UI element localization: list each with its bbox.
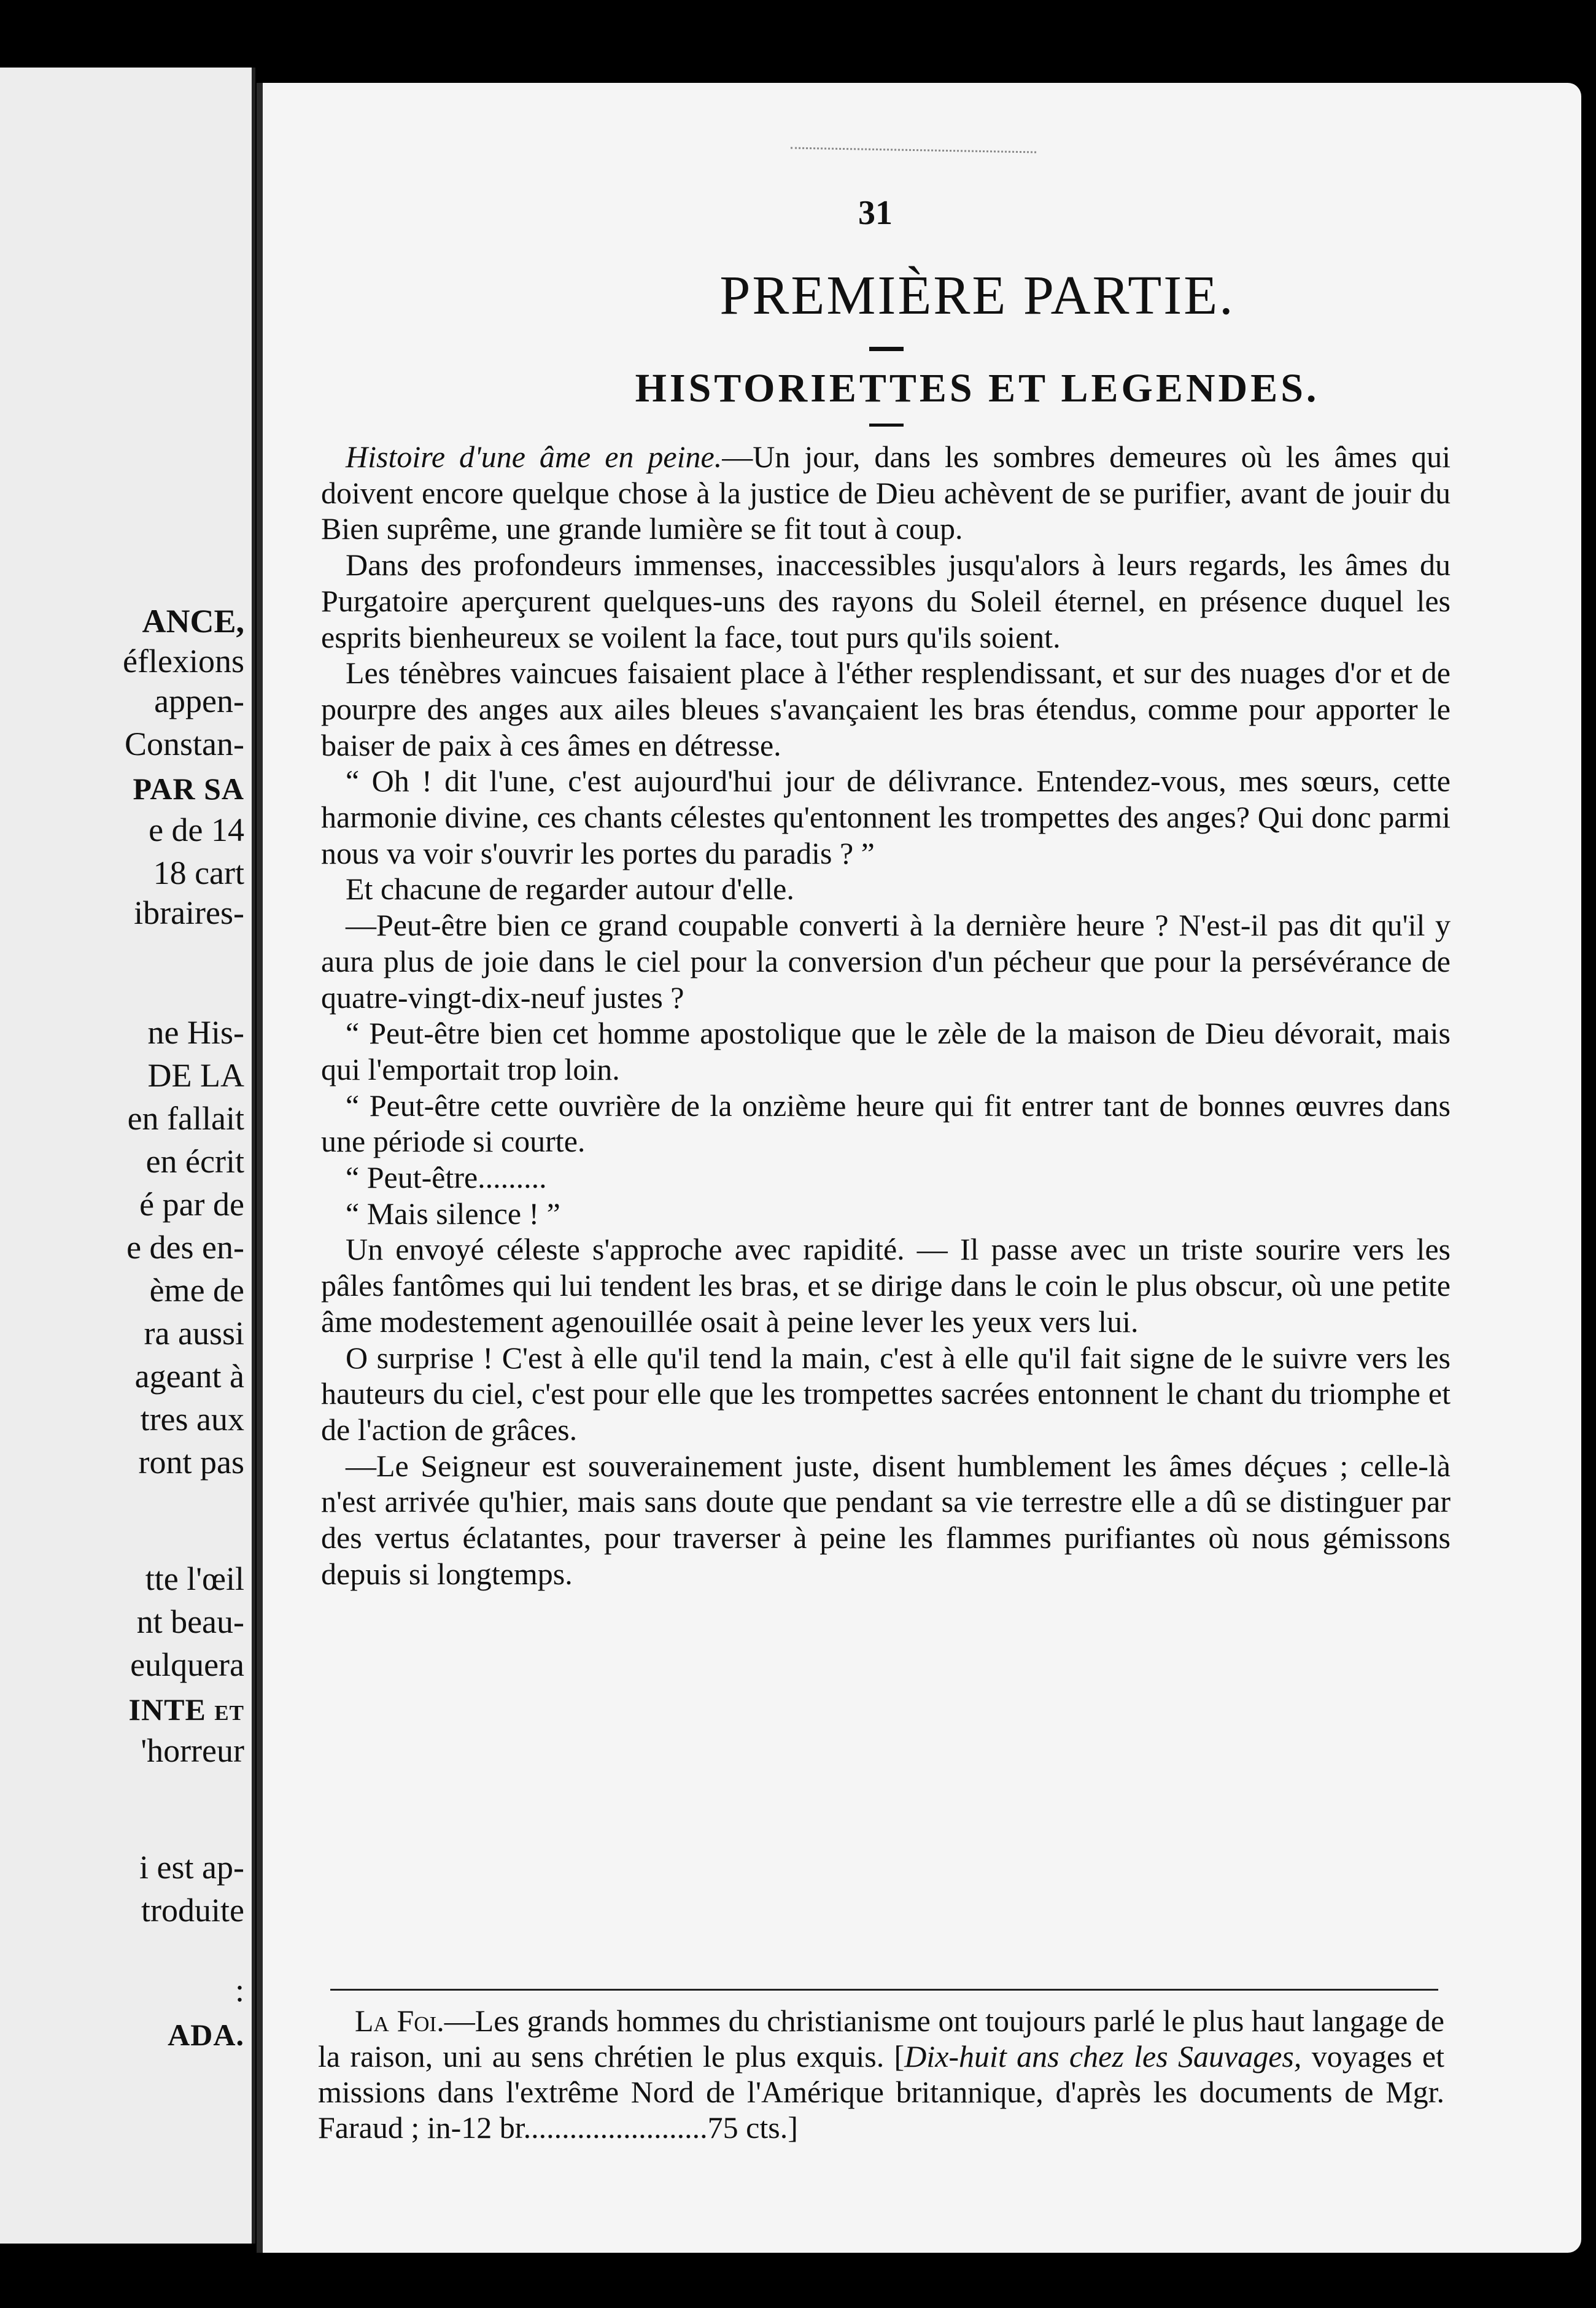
paragraph: Les ténèbres vaincues faisaient place à l'éther resplendissant, et sur des nuages d'or et de pourpre des anges aux ailes bleues s'avançaient les bras étendus, comme pour apporter le baiser de paix à ces âmes en détresse. [321, 656, 1451, 762]
left-page-line: DE LA [147, 1057, 244, 1094]
left-page-line: ème de [149, 1272, 244, 1309]
left-page-line: PAR SA [133, 772, 244, 806]
lead-paragraph-text: —Un jour, dans les sombres demeures où les âmes qui doivent encore quelque chose à la justice de Dieu achèvent de se purifier, avant de jouir du Bien suprême, une grande lumière se fit tout à coup. [321, 440, 1451, 546]
left-page-line: 'horreur [141, 1732, 244, 1769]
left-page-line: INTE et [128, 1692, 244, 1727]
paragraph: “ Oh ! dit l'une, c'est aujourd'hui jour de délivrance. Entendez-vous, mes sœurs, cette harmonie divine, ces chants célestes qu'entonnent les trompettes des anges? Qui donc parmi nous va voir s'ouvrir les portes du paradis ? ” [321, 764, 1451, 870]
left-page-line: e des en- [126, 1229, 244, 1266]
paragraph: “ Peut-être bien cet homme apostolique que le zèle de la maison de Dieu dévorait, mais qui l'emportait trop loin. [321, 1016, 1451, 1086]
paragraph: Et chacune de regarder autour d'elle. [346, 872, 794, 907]
paragraph: “ Peut-être cette ouvrière de la onzième heure qui fit entrer tant de bonnes œuvres dans une période si courte. [321, 1088, 1451, 1159]
paragraph: —Peut-être bien ce grand coupable converti à la dernière heure ? N'est-il pas dit qu'il y aura plus de joie dans le ciel pour la conversion d'un pécheur que pour la persévérance de quatre-vingt-dix-neuf justes ? [321, 908, 1451, 1015]
footnote-rule [330, 1989, 1438, 1991]
title-divider-bottom [869, 424, 904, 427]
left-page-line: Constan- [125, 726, 244, 762]
paragraph: “ Peut-être......... [346, 1160, 547, 1195]
title-divider-top [869, 347, 904, 351]
page-number: 31 [858, 194, 893, 232]
left-page-line: eulquera [130, 1646, 244, 1683]
left-page-line: nt beau- [136, 1603, 244, 1640]
advertisement-note [318, 2003, 1444, 2145]
paragraph: —Le Seigneur est souverainement juste, disent humblement les âmes déçues ; celle-là n'est arrivée qu'hier, mais sans doute que pendant sa vie terrestre elle a dû se distinguer par des vertus éclatantes, pour traverser à peine les flammes purifiantes où nous gémissons depuis si longtemps. [321, 1448, 1451, 1591]
note-paragraph [318, 2003, 1444, 2145]
left-page-line: ne His- [147, 1014, 244, 1051]
part-title: PREMIÈRE PARTIE. [719, 265, 1235, 326]
section-title: HISTORIETTES ET LEGENDES. [635, 366, 1320, 411]
left-page-line: en fallait [127, 1100, 244, 1137]
paragraph: Dans des profondeurs immenses, inaccessibles jusqu'alors à leurs regards, les âmes du Purgatoire aperçurent quelques-uns des rayons du Soleil éternel, en présence duquel les esprits bienheureux se voilent la face, tout purs qu'ils soient. [321, 548, 1451, 654]
lead-paragraph [321, 439, 1451, 547]
right-page [257, 83, 1581, 2253]
left-page-line: : [234, 1972, 244, 2008]
left-page-line: tres aux [140, 1401, 244, 1438]
body-text [321, 439, 1451, 1592]
paragraph: “ Mais silence ! ” [346, 1196, 560, 1231]
left-page-line: i est ap- [139, 1849, 244, 1886]
left-page-line: ADA. [168, 2018, 244, 2052]
left-page-line: ibraires- [134, 894, 244, 931]
left-page-line: éflexions [123, 643, 244, 680]
left-page-line: 18 cart [153, 854, 244, 891]
left-page-line: e de 14 [149, 811, 244, 848]
left-page-line: é par de [139, 1186, 244, 1223]
left-page-line: ra aussi [144, 1315, 244, 1352]
left-page-line: troduite [141, 1892, 244, 1929]
left-page-line: ANCE, [142, 603, 244, 640]
note-text: —Les grands hommes du christianisme ont toujours parlé le plus haut langage de la raison, uni au sens chrétien le plus exquis. [ [318, 2004, 1444, 2074]
left-page-fragment [0, 68, 255, 2244]
left-page-line: appen- [154, 683, 244, 719]
left-page-line: ageant à [134, 1358, 244, 1395]
story-title: Histoire d'une âme en peine. [346, 440, 722, 474]
note-book-title: Dix-huit ans chez les Sauvages, [904, 2039, 1302, 2074]
left-page-line: ront pas [138, 1444, 244, 1481]
paragraph: O surprise ! C'est à elle qu'il tend la main, c'est à elle qu'il fait signe de le suivre vers les hauteurs du ciel, c'est pour elle que les trompettes sacrées entonnent le chant du triomphe et de l'action de grâces. [321, 1340, 1451, 1447]
left-page-line: en écrit [145, 1143, 244, 1180]
ink-smudge [791, 147, 1036, 158]
note-head: La Foi. [355, 2004, 444, 2038]
paragraph: Un envoyé céleste s'approche avec rapidité. — Il passe avec un triste sourire vers les pâles fantômes qui lui tendent les bras, et se dirige dans le coin le plus obscur, où une petite âme modestement agenouillée osait à peine lever les yeux vers lui. [321, 1232, 1451, 1339]
note-text-end: voyages et missions dans l'extrême Nord de l'Amérique britannique, d'après les documents de Mgr. Faraud ; in-12 br........................75 cts.] [318, 2039, 1445, 2145]
left-page-line: tte l'œil [145, 1560, 244, 1597]
